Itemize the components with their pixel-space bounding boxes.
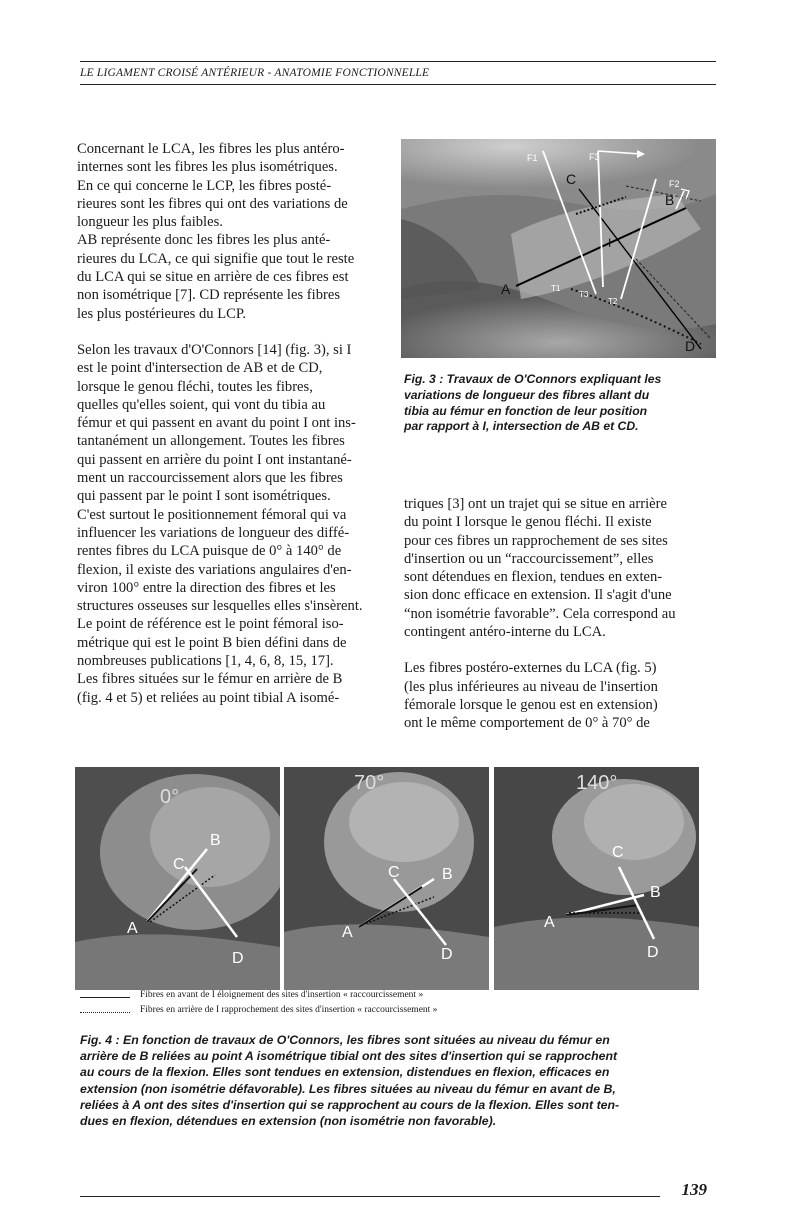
label-t1: T1: [551, 284, 561, 293]
left-paragraph-1: [77, 140, 381, 323]
text-line: nombreuses publications [1, 4, 6, 8, 15, 17].: [77, 653, 334, 670]
label-d: D: [232, 950, 244, 967]
text-line: du LCA qui se situe en arrière de ces fibres est: [77, 269, 349, 286]
angle-label: 70°: [354, 772, 385, 794]
figure-4-panel-0deg: [75, 767, 280, 990]
label-c: C: [173, 856, 185, 873]
text-line: lorsque le genou fléchi, toutes les fibres,: [77, 378, 313, 395]
legend-solid-line: [80, 997, 130, 998]
caption-line: tibia au fémur en fonction de leur position: [404, 403, 648, 418]
header-top-rule: [80, 61, 716, 62]
text-line: Concernant le LCA, les fibres les plus antéro-: [77, 141, 345, 157]
text-line: rentes fibres du LCA puisque de 0° à 140° de: [77, 543, 342, 560]
label-t2: T2: [608, 297, 618, 306]
left-paragraph-2: [77, 341, 381, 707]
angle-label: 0°: [160, 786, 180, 808]
caption-line: variations de longueur des fibres allant du: [404, 387, 650, 402]
text-line: sont détendues en flexion, tendues en exten-: [404, 569, 663, 586]
right-paragraph-2: [404, 659, 716, 732]
label-a: A: [501, 281, 511, 297]
text-line: “non isométrie favorable”. Cela correspond au: [404, 605, 676, 622]
text-line: qui passent par le point I sont isométriques.: [77, 488, 331, 505]
label-d: D: [441, 946, 453, 963]
figure-4-panel-70deg: [284, 767, 489, 990]
label-b: B: [665, 192, 675, 208]
page-number: 139: [681, 1180, 707, 1199]
label-f3: F3: [589, 152, 600, 162]
header-bottom-rule: [80, 84, 716, 85]
text-line: C'est surtout le positionnement fémoral qui va: [77, 506, 347, 523]
panel-drawing: [494, 767, 699, 990]
text-line: d'insertion ou un “raccourcissement”, elles: [404, 550, 654, 567]
text-line: du point I lorsque le genou fléchi. Il existe: [404, 514, 652, 531]
text-line: longueur les plus faibles.: [77, 214, 223, 231]
label-b: B: [442, 866, 453, 883]
text-line: Selon les travaux d'O'Connors [14] (fig. 3), si I: [77, 341, 352, 358]
panel-drawing: [284, 767, 489, 990]
label-c: C: [566, 171, 577, 187]
figure-3-caption: [404, 372, 714, 435]
label-b: B: [210, 832, 221, 849]
right-column: [404, 495, 716, 733]
caption-line: reliées à A ont des sites d'insertion qui se rapprochent au cours de la flexion. Elles sont ten-: [80, 1097, 620, 1112]
text-line: Le point de référence est le point fémoral iso-: [77, 616, 344, 633]
figure-4-caption: [80, 1032, 716, 1129]
text-line: quelles qu'elles soient, qui vont du tibia au: [77, 396, 326, 413]
text-line: ment un raccourcissement alors que les fibres: [77, 470, 343, 487]
text-line: fémur et qui passent en avant du point I ont ins-: [77, 415, 356, 432]
figure-4-panel-140deg: [494, 767, 699, 990]
label-f1: F1: [527, 153, 538, 163]
angle-label: 140°: [576, 772, 618, 794]
text-line: est le point d'intersection de AB et de CD,: [77, 360, 323, 377]
caption-line: arrière de B reliées au point A isométrique tibial ont des sites d'insertion qui se rapprochent: [80, 1049, 618, 1064]
text-line: ont le même comportement de 0° à 70° de: [404, 715, 650, 732]
running-header: LE LIGAMENT CROISÉ ANTÉRIEUR - ANATOMIE FONCTIONNELLE: [80, 67, 430, 79]
text-line: rieures du LCA, ce qui signifie que tout le reste: [77, 250, 355, 267]
legend-item-solid: Fibres en avant de I éloignement des sites d'insertion « raccourcissement »: [140, 990, 424, 1000]
caption-line: Fig. 4 : En fonction de travaux de O'Connors, les fibres sont situées au niveau du fémur en: [80, 1033, 610, 1047]
legend-item-dotted: Fibres en arrière de I rapprochement des sites d'insertion « raccourcissement »: [140, 1005, 438, 1015]
text-line: En ce qui concerne le LCP, les fibres posté-: [77, 177, 332, 194]
text-line: pour ces fibres un rapprochement de ses sites: [404, 532, 668, 549]
text-line: viron 100° entre la direction des fibres et les: [77, 579, 336, 596]
text-line: tantanément un allongement. Toutes les fibres: [77, 433, 345, 450]
label-a: A: [342, 924, 353, 941]
text-line: structures osseuses sur lesquelles elles s'insèrent.: [77, 598, 363, 615]
panel-drawing: [75, 767, 280, 990]
text-line: (les plus inférieures au niveau de l'insertion: [404, 678, 658, 695]
label-d: D: [647, 944, 659, 961]
label-c: C: [388, 864, 400, 881]
figure-3-image: [401, 139, 716, 358]
text-line: AB représente donc les fibres les plus anté-: [77, 232, 331, 249]
text-line: Les fibres situées sur le fémur en arrière de B: [77, 671, 343, 688]
text-line: sion donc efficace en extension. Il s'agit d'une: [404, 587, 672, 604]
label-t3: T3: [579, 290, 589, 299]
text-line: (fig. 4 et 5) et reliées au point tibial A isomé-: [77, 689, 340, 706]
label-d: D: [685, 338, 696, 354]
right-paragraph-1: [404, 495, 716, 641]
legend-dotted-line: [80, 1012, 130, 1013]
label-i: I: [608, 236, 612, 250]
text-line: internes sont les fibres les plus isométriques.: [77, 159, 338, 176]
text-line: les plus postérieures du LCP.: [77, 305, 247, 322]
left-column: [77, 140, 381, 707]
caption-line: extension (non isométrie défavorable). Les fibres situées au niveau du fémur en avant de B,: [80, 1081, 616, 1096]
caption-line: dues en flexion, détendues en extension (non isométrie non favorable).: [80, 1114, 497, 1129]
label-b: B: [650, 884, 661, 901]
text-line: fémorale lorsque le genou est en extension): [404, 696, 658, 713]
text-line: Les fibres postéro-externes du LCA (fig. 5): [404, 660, 657, 677]
label-a: A: [127, 920, 138, 937]
text-line: flexion, il existe des variations angulaires d'en-: [77, 561, 352, 578]
caption-line: au cours de la flexion. Elles sont tendues en extension, distendues en flexion, efficaces en: [80, 1065, 610, 1080]
text-line: métrique qui est le point B bien défini dans de: [77, 634, 347, 651]
figure-3-drawing: [401, 139, 716, 358]
label-f2: F2: [669, 179, 680, 189]
text-line: rieures sont les fibres qui ont des variations de: [77, 195, 348, 212]
text-line: triques [3] ont un trajet qui se situe en arrière: [404, 496, 668, 512]
text-line: influencer les variations de longueur des diffé-: [77, 524, 350, 541]
label-c: C: [612, 844, 624, 861]
text-line: qui passent en arrière du point I ont instantané-: [77, 451, 352, 468]
caption-line: Fig. 3 : Travaux de O'Connors expliquant les: [404, 372, 662, 386]
footer-rule: [80, 1196, 660, 1197]
label-a: A: [544, 914, 555, 931]
text-line: contingent antéro-interne du LCA.: [404, 624, 606, 641]
text-line: non isométrique [7]. CD représente les fibres: [77, 287, 341, 304]
caption-line: par rapport à I, intersection de AB et CD.: [404, 419, 639, 434]
